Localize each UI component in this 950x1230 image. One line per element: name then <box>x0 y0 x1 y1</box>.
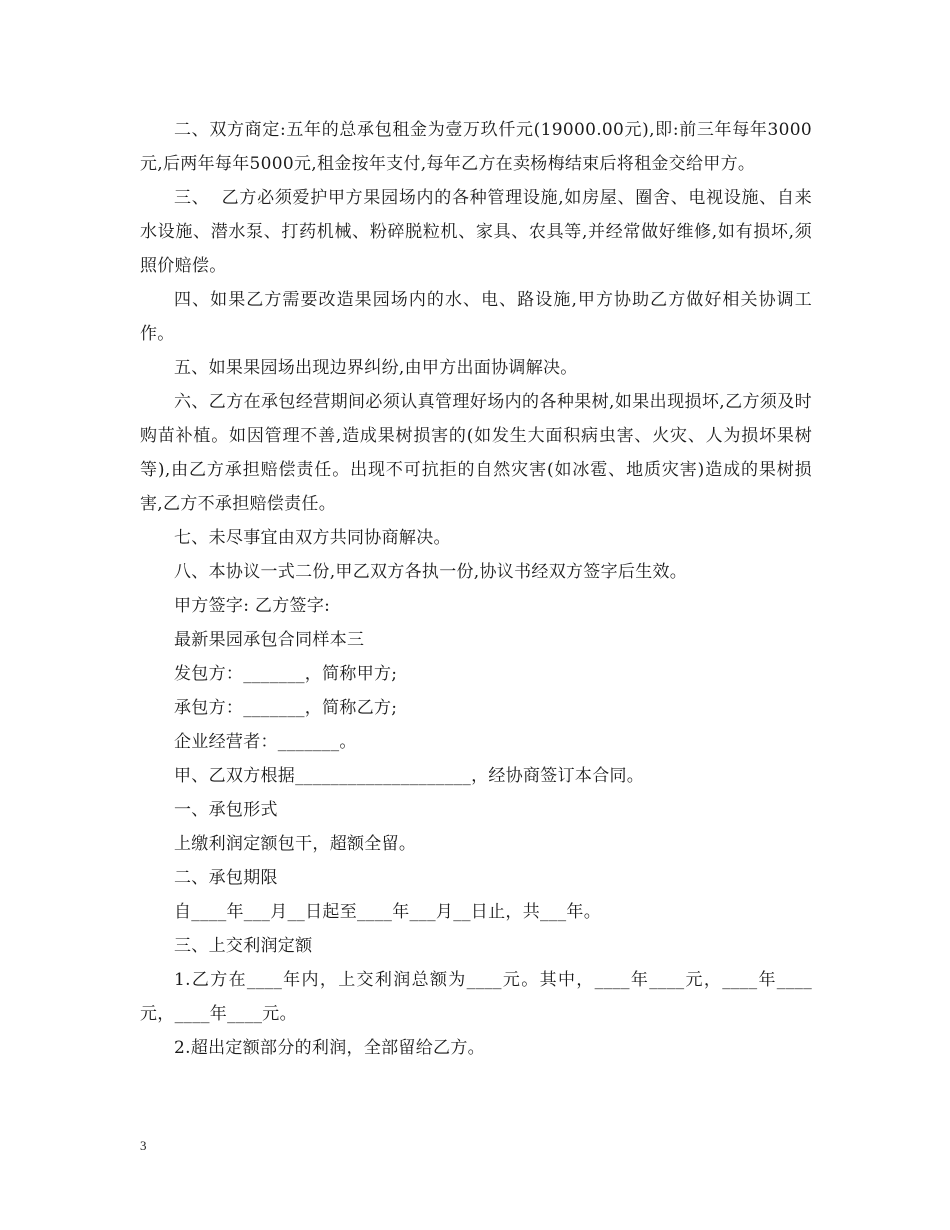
contract-basis: 甲、乙双方根据____________________，经协商签订本合同。 <box>174 766 645 786</box>
contract-operator: 企业经营者：_______。 <box>174 732 357 752</box>
contract-party-a: 发包方：_______，简称甲方; <box>174 664 398 684</box>
paragraph-trees: 六、乙方在承包经营期间必须认真管理好场内的各种果树,如果出现损坏,乙方须及时购苗补植。如因管理不善,造成果树损害的(如发生大面积病虫害、火灾、人为损坏果树等),由乙方承担赔偿责任。出现不可抗拒的自然灾害(如冰雹、地质灾害)造成的果树损害,乙方不承担赔偿责任。 <box>140 392 812 514</box>
paragraph-profit-excess: 2.超出定额部分的利润，全部留给乙方。 <box>174 1038 485 1058</box>
paragraph-profit-total: 1.乙方在____年内，上交利润总额为____元。其中，____年____元，____年____元，____年____元。 <box>140 970 812 1024</box>
paragraph-rent: 二、双方商定:五年的总承包租金为壹万玖仟元(19000.00元),即:前三年每年3000元,后两年每年5000元,租金按年支付,每年乙方在卖杨梅结束后将租金交给甲方。 <box>140 120 812 174</box>
paragraph-form: 上缴利润定额包干，超额全留。 <box>174 834 417 854</box>
section-title: 最新果园承包合同样本三 <box>174 630 365 650</box>
paragraph-term: 自____年___月__日起至____年___月__日止，共___年。 <box>174 902 601 922</box>
signature-line: 甲方签字: 乙方签字: <box>174 596 331 616</box>
document-body <box>140 113 812 1065</box>
contract-party-b: 承包方：_______，简称乙方; <box>174 698 398 718</box>
page-number: 3 <box>140 1138 147 1153</box>
heading-term: 二、承包期限 <box>174 868 278 888</box>
heading-profit-quota: 三、上交利润定额 <box>174 936 313 956</box>
paragraph-facilities: 三、 乙方必须爱护甲方果园场内的各种管理设施,如房屋、圈舍、电视设施、自来水设施、潜水泵、打药机械、粉碎脱粒机、家具、农具等,并经常做好维修,如有损坏,须照价赔偿。 <box>140 188 812 276</box>
paragraph-other-matters: 七、未尽事宜由双方共同协商解决。 <box>174 528 451 548</box>
paragraph-boundary: 五、如果果园场出现边界纠纷,由甲方出面协调解决。 <box>174 358 578 378</box>
paragraph-copies: 八、本协议一式二份,甲乙双方各执一份,协议书经双方签字后生效。 <box>174 562 688 582</box>
paragraph-renovation: 四、如果乙方需要改造果园场内的水、电、路设施,甲方协助乙方做好相关协调工作。 <box>140 290 812 344</box>
heading-form: 一、承包形式 <box>174 800 278 820</box>
